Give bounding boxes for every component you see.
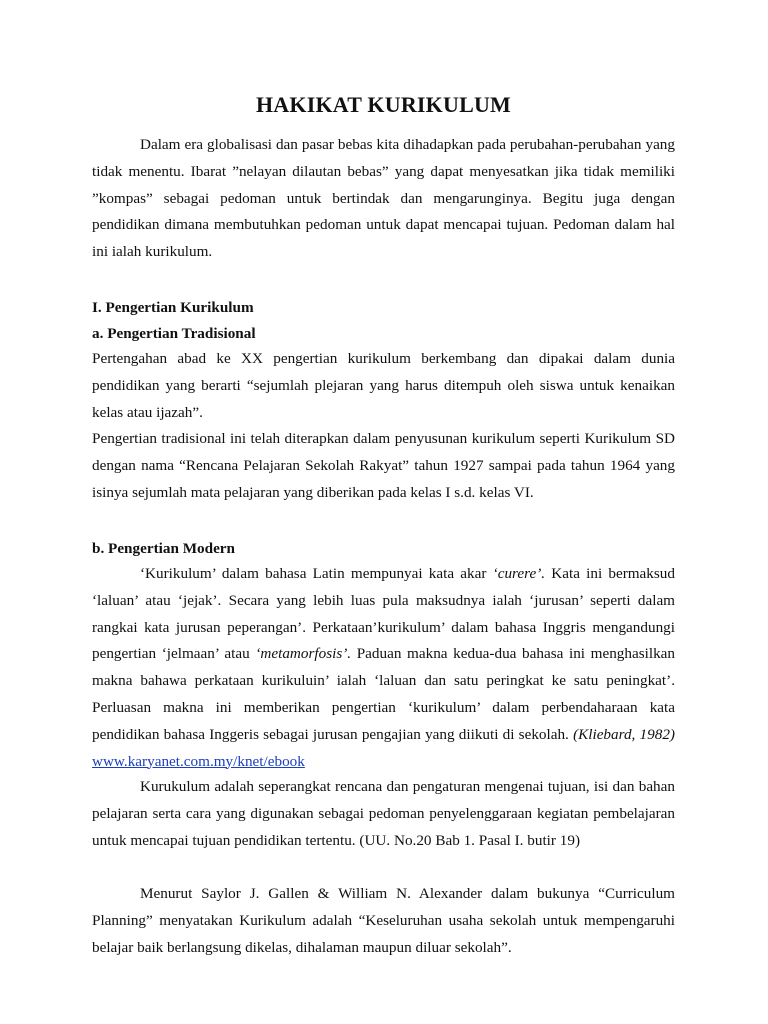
modern-paragraph-2: Kurukulum adalah seperangkat rencana dan pengaturan mengenai tujuan, isi dan bahan pelajaran serta cara yang digunakan sebagai pedoman penyelenggaraan kegiatan pembelajaran untuk mencapai tujuan pendidikan tertentu. (UU. No.20 Bab 1. Pasal I. butir 19) [92,778,675,849]
term-metamorfosis: ‘metamorfosis’. [255,645,352,663]
subsection-heading-modern: b. Pengertian Modern [92,540,235,557]
modern-p1-text-2: Kata ini bermaksud ‘laluan’ atau ‘jejak’. Secara yang lebih luas pula maksudnya ialah ‘jurusan’ seperti dalam rangkai kata jurusan peperangan’. Perkataan’kurikulum’ dalam bahasa Inggris mengandungi pengertian ‘jelmaan’ atau [92,565,675,663]
modern-p1-text-1: ‘Kurikulum’ dalam bahasa Latin mempunyai kata akar [140,565,493,582]
modern-p1-text-3: Paduan makna kedua-dua bahasa ini menghasilkan makna bahawa perkataan kurikuluin’ ialah ‘laluan dan satu peringkat ke satu peningkat’. Perluasan makna ini memberikan pengertian ‘kurikulum’ dalam perbendaharaan kata pendidikan bahasa Inggeris sebagai jurusan pengajian yang diikuti di sekolah. [92,645,675,743]
tradisional-paragraph-1: Pertengahan abad ke XX pengertian kurikulum berkembang dan dipakai dalam dunia pendidikan yang berarti “sejumlah plejaran yang harus ditempuh oleh siswa untuk kenaikan kelas atau ijazah”. [92,350,675,421]
subsection-heading-tradisional: a. Pengertian Tradisional [92,325,256,342]
ebook-link[interactable]: www.karyanet.com.my/knet/ebook [92,752,305,770]
modern-paragraph-3: Menurut Saylor J. Gallen & William N. Alexander dalam bukunya “Curriculum Planning” menyatakan Kurikulum adalah “Keseluruhan usaha sekolah untuk mempengaruhi belajar baik berlangsung dikelas, dihalaman maupun diluar sekolah”. [92,885,675,956]
document-title: HAKIKAT KURIKULUM [256,92,511,117]
term-curere: ‘curere’. [492,565,546,582]
modern-paragraph-1 [92,561,675,775]
tradisional-paragraph-2: Pengertian tradisional ini telah diterapkan dalam penyusunan kurikulum seperti Kurikulum SD dengan nama “Rencana Pelajaran Sekolah Rakyat” tahun 1927 sampai pada tahun 1964 yang isinya sejumlah mata pelajaran yang diberikan pada kelas I s.d. kelas VI. [92,430,675,501]
citation-kliebard: (Kliebard, 1982) [573,725,675,743]
intro-paragraph: Dalam era globalisasi dan pasar bebas kita dihadapkan pada perubahan-perubahan yang tidak menentu. Ibarat ”nelayan dilautan bebas” yang dapat menyesatkan jika tidak memiliki ”kompas” sebagai pedoman untuk bertindak dan mengarunginya. Begitu juga dengan pendidikan dimana membutuhkan pedoman untuk dapat mencapai tujuan. Pedoman dalam hal ini ialah kurikulum. [92,136,675,261]
section-heading-pengertian-kurikulum: I. Pengertian Kurikulum [92,299,254,316]
